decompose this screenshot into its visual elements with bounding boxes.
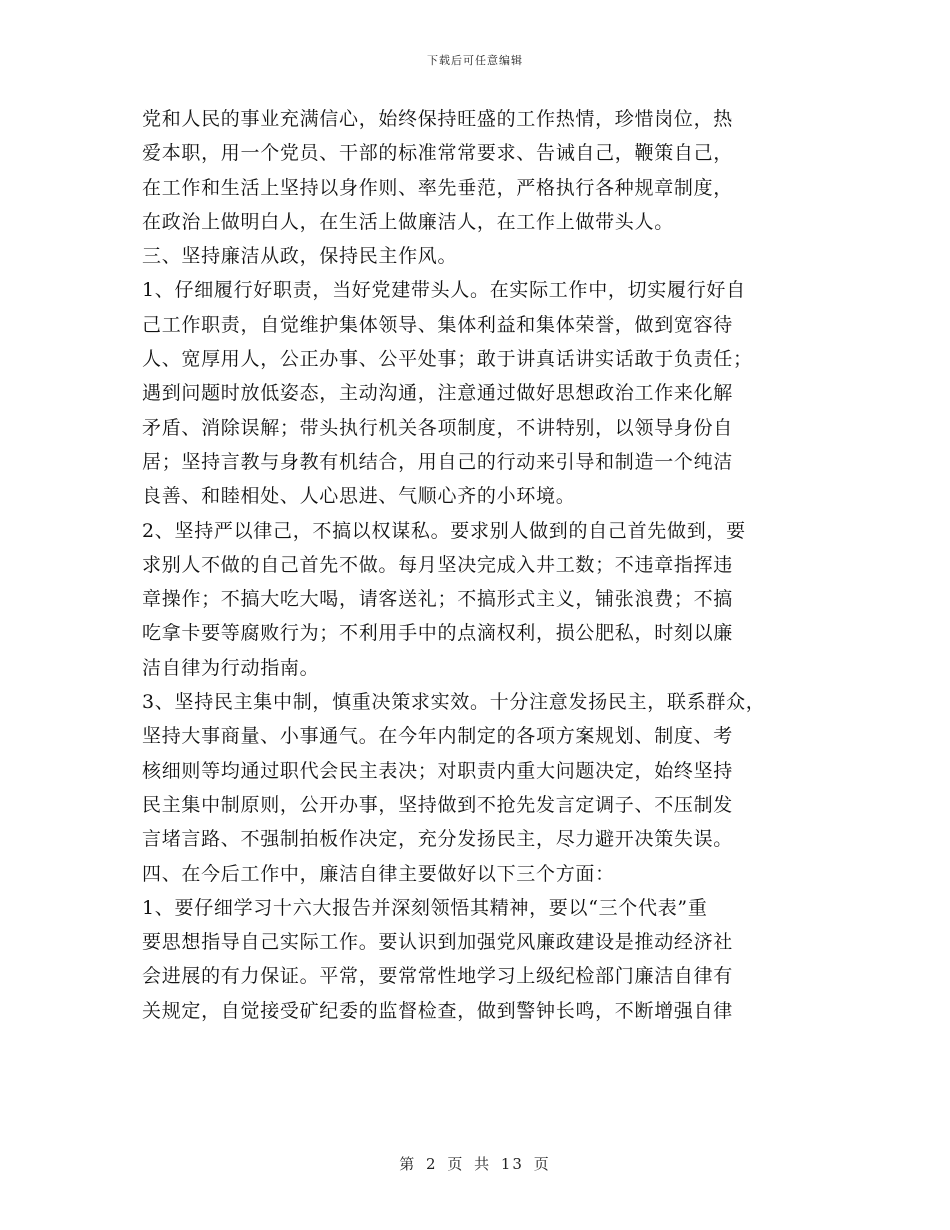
text-line: 党和人民的事业充满信心，始终保持旺盛的工作热情，珍惜岗位，热 — [142, 108, 734, 130]
text-line: 章操作；不搞大吃大喝，请客送礼；不搞形式主义，铺张浪费；不搞 — [142, 588, 734, 611]
section-heading: 四、在今后工作中，廉洁自律主要做好以下三个方面： — [142, 862, 615, 885]
text-line: 居；坚持言教与身教有机结合，用自己的行动来引导和制造一个纯洁 — [142, 450, 734, 473]
text-line: 1、要仔细学习十六大报告并深刻领悟其精神，要以“三个代表”重 — [142, 896, 708, 919]
page-footer: 第 2 页 共 13 页 — [399, 1155, 551, 1173]
text-line: 矛盾、消除误解；带头执行机关各项制度，不讲特别，以领导身份自 — [142, 416, 734, 439]
text-line: 2、坚持严以律己，不搞以权谋私。要求别人做到的自己首先做到，要 — [142, 519, 746, 542]
text-line: 爱本职，用一个党员、干部的标准常常要求、告诫自己，鞭策自己， — [142, 142, 734, 165]
document-body — [142, 102, 832, 1028]
text-line: 遇到问题时放低姿态，主动沟通，注意通过做好思想政治工作来化解 — [142, 382, 734, 405]
text-line: 良善、和睦相处、人心思进、气顺心齐的小环境。 — [142, 485, 576, 508]
text-line: 求别人不做的自己首先不做。每月坚决完成入井工数；不违章指挥违 — [142, 553, 734, 576]
text-line: 1、仔细履行好职责，当好党建带头人。在实际工作中，切实履行好自 — [142, 279, 746, 302]
text-line: 己工作职责，自觉维护集体领导、集体利益和集体荣誉，做到宽容待 — [142, 313, 734, 336]
text-line: 要思想指导自己实际工作。要认识到加强党风廉政建设是推动经济社 — [142, 931, 734, 954]
section-heading: 三、坚持廉洁从政，保持民主作风。 — [142, 245, 458, 268]
text-line: 洁自律为行动指南。 — [142, 656, 320, 679]
text-line: 人、宽厚用人，公正办事、公平处事；敢于讲真话讲实话敢于负责任； — [142, 348, 753, 371]
text-line: 关规定，自觉接受矿纪委的监督检查，做到警钟长鸣，不断增强自律 — [142, 999, 734, 1022]
text-line: 在政治上做明白人，在生活上做廉洁人，在工作上做带头人。 — [142, 210, 674, 233]
text-line: 民主集中制原则，公开办事，坚持做到不抢先发言定调子、不压制发 — [142, 793, 734, 816]
text-line: 坚持大事商量、小事通气。在今年内制定的各项方案规划、制度、考 — [142, 725, 734, 748]
text-line: 3、坚持民主集中制，慎重决策求实效。十分注意发扬民主，联系群众， — [142, 691, 766, 714]
page-header: 下载后可任意编辑 — [427, 54, 523, 67]
text-line: 言堵言路、不强制拍板作决定，充分发扬民主，尽力避开决策失误。 — [142, 828, 734, 851]
text-line: 在工作和生活上坚持以身作则、率先垂范，严格执行各种规章制度， — [142, 176, 734, 199]
text-line: 吃拿卡要等腐败行为；不利用手中的点滴权利，损公肥私，时刻以廉 — [142, 622, 734, 645]
text-line: 会进展的有力保证。平常，要常常性地学习上级纪检部门廉洁自律有 — [142, 965, 734, 988]
text-line: 核细则等均通过职代会民主表决；对职责内重大问题决定，始终坚持 — [142, 759, 734, 782]
